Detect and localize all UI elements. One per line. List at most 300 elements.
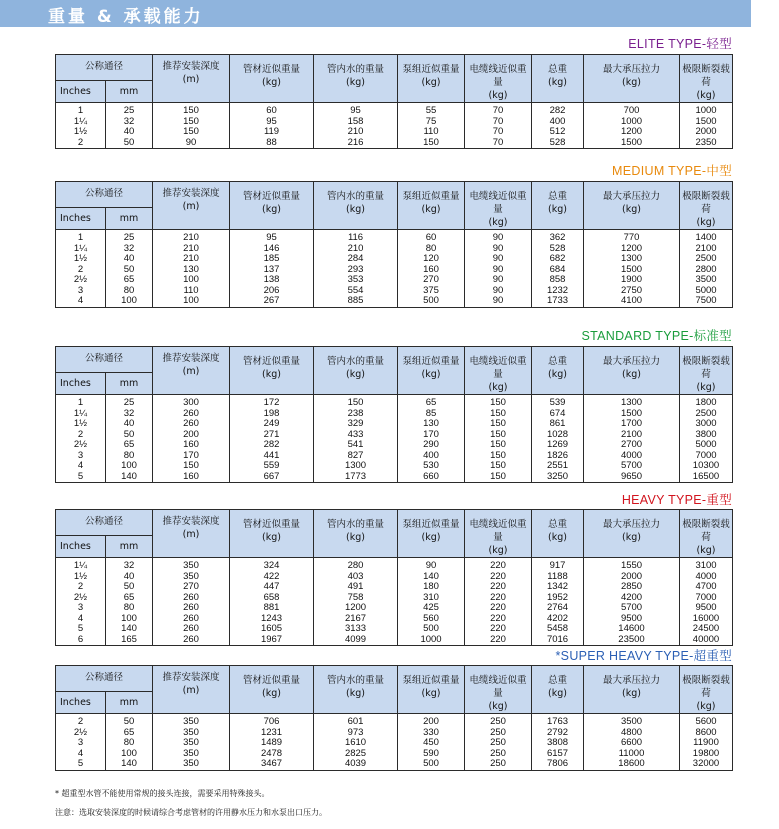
cable-weight-header: [465, 55, 532, 103]
inches-header: [56, 208, 106, 230]
section-header-bar: [0, 0, 751, 27]
cell-break-load: 1400: [680, 230, 733, 244]
cell-water-weight: 210: [314, 127, 398, 138]
cell-pump-weight: 375: [398, 286, 465, 297]
cell-pipe-weight: 60: [230, 103, 314, 117]
cell-water-weight: 601: [314, 714, 398, 728]
cell-inches: 3: [56, 451, 106, 462]
cell-depth: 150: [153, 117, 230, 128]
cable-weight-label: 电缆线近似重量: [469, 64, 527, 88]
cell-total-weight: 861: [532, 419, 584, 430]
cell-max-pressure: 11000: [584, 749, 680, 760]
cell-max-pressure: 4200: [584, 593, 680, 604]
break-load-header: [680, 347, 733, 395]
unit-label: (kg): [262, 532, 281, 543]
cell-inches: 6: [56, 635, 106, 646]
cell-total-weight: 1826: [532, 451, 584, 462]
cell-water-weight: 210: [314, 244, 398, 255]
water-weight-label: 管内水的重量: [327, 675, 385, 686]
cell-water-weight: 1610: [314, 738, 398, 749]
inches-label: Inches: [60, 86, 91, 98]
cell-inches: 1½: [56, 254, 106, 265]
total-weight-label: 总重: [548, 675, 568, 686]
cell-total-weight: 7016: [532, 635, 584, 646]
cell-pump-weight: 130: [398, 419, 465, 430]
pump-weight-label: 泵组近似重量: [402, 356, 460, 367]
cell-mm: 140: [106, 624, 153, 635]
cell-mm: 25: [106, 230, 153, 244]
unit-label: (kg): [262, 369, 281, 380]
depth-header: [153, 182, 230, 230]
cell-inches: 2½: [56, 440, 106, 451]
footnote-super-heavy: * 超重型水管不能使用常规的接头连接，需要采用特殊接头。: [55, 789, 270, 798]
cell-mm: 40: [106, 254, 153, 265]
cell-break-load: 8600: [680, 728, 733, 739]
cable-weight-header: [465, 666, 532, 714]
pipe-weight-header: [230, 347, 314, 395]
cell-pump-weight: 85: [398, 409, 465, 420]
cable-weight-header: [465, 510, 532, 558]
cell-max-pressure: 4100: [584, 296, 680, 307]
cell-inches: 5: [56, 759, 106, 770]
footnote-depth: 注意：选取安装深度的时候请综合考虑管材的许用静水压力和水泵出口压力。: [55, 808, 327, 817]
cell-total-weight: 512: [532, 127, 584, 138]
max-pressure-header: [584, 347, 680, 395]
cell-cable-weight: 70: [465, 103, 532, 117]
cell-pump-weight: 500: [398, 759, 465, 770]
cell-total-weight: 3808: [532, 738, 584, 749]
cell-mm: 25: [106, 103, 153, 117]
unit-label: (kg): [421, 369, 441, 380]
table-row: [56, 103, 733, 117]
cell-inches: 2: [56, 714, 106, 728]
cell-depth: 350: [153, 572, 230, 583]
cell-pipe-weight: 271: [230, 430, 314, 441]
cell-cable-weight: 90: [465, 265, 532, 276]
pipe-weight-label: 管材近似重量: [243, 356, 301, 367]
unit-label: (kg): [548, 532, 567, 543]
cell-depth: 150: [153, 461, 230, 472]
type-label: HEAVY TYPE-重型: [621, 493, 732, 507]
cell-pump-weight: 200: [398, 714, 465, 728]
depth-label: 推荐安装深度 (m): [162, 353, 220, 377]
unit-label: (kg): [346, 77, 365, 88]
cell-depth: 350: [153, 759, 230, 770]
cell-water-weight: 2825: [314, 749, 398, 760]
cell-max-pressure: 2750: [584, 286, 680, 297]
cell-cable-weight: 90: [465, 275, 532, 286]
cell-max-pressure: 770: [584, 230, 680, 244]
cable-weight-header: [465, 182, 532, 230]
cell-break-load: 24500: [680, 624, 733, 635]
total-weight-label: 总重: [548, 519, 568, 530]
cell-total-weight: 682: [532, 254, 584, 265]
cell-pipe-weight: 185: [230, 254, 314, 265]
table-row: [56, 472, 733, 483]
cell-inches: 1½: [56, 572, 106, 583]
cell-water-weight: 433: [314, 430, 398, 441]
inches-header: [56, 536, 106, 558]
cell-mm: 100: [106, 461, 153, 472]
cell-break-load: 2000: [680, 127, 733, 138]
cell-depth: 110: [153, 286, 230, 297]
cell-cable-weight: 220: [465, 614, 532, 625]
cell-depth: 350: [153, 738, 230, 749]
cell-water-weight: 827: [314, 451, 398, 462]
cell-water-weight: 4039: [314, 759, 398, 770]
unit-label: (kg): [548, 77, 567, 88]
nominal-header: [56, 510, 153, 536]
pipe-weight-label: 管材近似重量: [243, 675, 301, 686]
cell-mm: 50: [106, 714, 153, 728]
cell-inches: 2: [56, 582, 106, 593]
cell-pipe-weight: 172: [230, 395, 314, 409]
unit-label: (kg): [548, 369, 567, 380]
cell-max-pressure: 2700: [584, 440, 680, 451]
table-row: [56, 558, 733, 572]
cell-cable-weight: 250: [465, 738, 532, 749]
cell-break-load: 9500: [680, 603, 733, 614]
cell-mm: 40: [106, 572, 153, 583]
nominal-label: 公称通径: [85, 188, 124, 199]
cell-pipe-weight: 1489: [230, 738, 314, 749]
cell-break-load: 5600: [680, 714, 733, 728]
cell-max-pressure: 23500: [584, 635, 680, 646]
cell-pipe-weight: 206: [230, 286, 314, 297]
cell-total-weight: 2792: [532, 728, 584, 739]
cell-depth: 350: [153, 714, 230, 728]
type-label: MEDIUM TYPE-中型: [612, 164, 732, 178]
cell-mm: 65: [106, 593, 153, 604]
cell-pump-weight: 400: [398, 451, 465, 462]
cell-water-weight: 95: [314, 103, 398, 117]
table-row: [56, 395, 733, 409]
cell-max-pressure: 2100: [584, 430, 680, 441]
cell-inches: 3: [56, 286, 106, 297]
max-pressure-header: [584, 510, 680, 558]
cell-total-weight: 1952: [532, 593, 584, 604]
depth-label: 推荐安装深度 (m): [162, 61, 220, 85]
cell-pump-weight: 120: [398, 254, 465, 265]
cell-depth: 210: [153, 254, 230, 265]
table-row: [56, 738, 733, 749]
cell-cable-weight: 90: [465, 286, 532, 297]
table-row: [56, 759, 733, 770]
spec-table-block: [55, 346, 732, 483]
cell-water-weight: 1200: [314, 603, 398, 614]
unit-label: (kg): [548, 204, 567, 215]
cell-pump-weight: 425: [398, 603, 465, 614]
cell-inches: 2: [56, 138, 106, 149]
cell-break-load: 2100: [680, 244, 733, 255]
cell-depth: 100: [153, 296, 230, 307]
cell-water-weight: 116: [314, 230, 398, 244]
cell-max-pressure: 2000: [584, 572, 680, 583]
cell-inches: 1½: [56, 127, 106, 138]
depth-header: [153, 666, 230, 714]
pump-weight-header: [398, 347, 465, 395]
cell-max-pressure: 6600: [584, 738, 680, 749]
cell-max-pressure: 1200: [584, 244, 680, 255]
cell-break-load: 19800: [680, 749, 733, 760]
pump-weight-header: [398, 510, 465, 558]
cell-break-load: 3800: [680, 430, 733, 441]
cell-cable-weight: 250: [465, 714, 532, 728]
cell-break-load: 3100: [680, 558, 733, 572]
cell-depth: 130: [153, 265, 230, 276]
cell-max-pressure: 4800: [584, 728, 680, 739]
cell-depth: 350: [153, 558, 230, 572]
cell-mm: 100: [106, 749, 153, 760]
unit-label: (kg): [696, 382, 716, 393]
cell-cable-weight: 70: [465, 127, 532, 138]
cell-total-weight: 3250: [532, 472, 584, 483]
cell-mm: 25: [106, 395, 153, 409]
type-label: ELITE TYPE-轻型: [628, 37, 732, 51]
cell-cable-weight: 220: [465, 635, 532, 646]
cell-pump-weight: 140: [398, 572, 465, 583]
depth-label: 推荐安装深度 (m): [162, 516, 220, 540]
break-load-header: [680, 182, 733, 230]
cell-max-pressure: 4000: [584, 451, 680, 462]
cell-pump-weight: 90: [398, 558, 465, 572]
nominal-label: 公称通径: [85, 61, 124, 72]
cell-water-weight: 158: [314, 117, 398, 128]
cell-total-weight: 528: [532, 138, 584, 149]
unit-label: (kg): [488, 90, 508, 101]
cell-pump-weight: 290: [398, 440, 465, 451]
mm-label: mm: [119, 541, 139, 553]
cell-total-weight: 684: [532, 265, 584, 276]
max-pressure-header: [584, 666, 680, 714]
max-pressure-label: 最大承压拉力: [603, 64, 661, 75]
cell-water-weight: 353: [314, 275, 398, 286]
table-row: [56, 635, 733, 646]
pipe-weight-label: 管材近似重量: [243, 191, 301, 202]
cell-water-weight: 491: [314, 582, 398, 593]
table-row: [56, 296, 733, 307]
cell-cable-weight: 90: [465, 244, 532, 255]
cell-pipe-weight: 1967: [230, 635, 314, 646]
cell-water-weight: 150: [314, 395, 398, 409]
cell-pipe-weight: 2478: [230, 749, 314, 760]
cell-break-load: 32000: [680, 759, 733, 770]
cell-water-weight: 554: [314, 286, 398, 297]
cell-max-pressure: 1500: [584, 265, 680, 276]
pump-weight-label: 泵组近似重量: [402, 191, 460, 202]
cell-mm: 50: [106, 430, 153, 441]
table-row: [56, 582, 733, 593]
cell-total-weight: 1232: [532, 286, 584, 297]
cell-cable-weight: 150: [465, 440, 532, 451]
cell-mm: 40: [106, 127, 153, 138]
cell-pump-weight: 330: [398, 728, 465, 739]
cell-cable-weight: 150: [465, 461, 532, 472]
unit-label: (kg): [622, 369, 641, 380]
cell-mm: 80: [106, 603, 153, 614]
cell-pipe-weight: 198: [230, 409, 314, 420]
cell-max-pressure: 1500: [584, 409, 680, 420]
cell-pump-weight: 170: [398, 430, 465, 441]
cell-pump-weight: 500: [398, 624, 465, 635]
cell-break-load: 1000: [680, 103, 733, 117]
cell-inches: 4: [56, 749, 106, 760]
cell-pump-weight: 530: [398, 461, 465, 472]
cell-mm: 65: [106, 275, 153, 286]
header-row: [56, 55, 733, 81]
unit-label: (kg): [488, 545, 508, 556]
unit-label: (kg): [262, 688, 281, 699]
cell-break-load: 4000: [680, 572, 733, 583]
cell-max-pressure: 700: [584, 103, 680, 117]
cell-total-weight: 6157: [532, 749, 584, 760]
cell-pump-weight: 65: [398, 395, 465, 409]
cell-max-pressure: 5700: [584, 603, 680, 614]
unit-label: (kg): [488, 382, 508, 393]
cell-inches: 1¼: [56, 117, 106, 128]
cell-break-load: 11900: [680, 738, 733, 749]
header-row: [56, 182, 733, 208]
cell-break-load: 2500: [680, 254, 733, 265]
cell-pipe-weight: 137: [230, 265, 314, 276]
total-weight-header: [532, 666, 584, 714]
cell-depth: 260: [153, 614, 230, 625]
water-weight-header: [314, 182, 398, 230]
cell-cable-weight: 220: [465, 572, 532, 583]
unit-label: (kg): [622, 204, 641, 215]
cell-pump-weight: 560: [398, 614, 465, 625]
cell-water-weight: 4099: [314, 635, 398, 646]
pump-weight-label: 泵组近似重量: [402, 64, 460, 75]
water-weight-label: 管内水的重量: [327, 519, 385, 530]
cell-water-weight: 238: [314, 409, 398, 420]
cell-inches: 4: [56, 614, 106, 625]
cell-depth: 260: [153, 409, 230, 420]
cell-pump-weight: 660: [398, 472, 465, 483]
cell-pipe-weight: 3467: [230, 759, 314, 770]
cell-mm: 100: [106, 614, 153, 625]
cell-depth: 260: [153, 593, 230, 604]
unit-label: (kg): [696, 217, 716, 228]
max-pressure-header: [584, 55, 680, 103]
cell-max-pressure: 3500: [584, 714, 680, 728]
cable-weight-label: 电缆线近似重量: [469, 519, 527, 543]
unit-label: (kg): [421, 532, 441, 543]
cell-pipe-weight: 95: [230, 117, 314, 128]
total-weight-label: 总重: [548, 356, 568, 367]
cell-total-weight: 282: [532, 103, 584, 117]
cell-water-weight: 280: [314, 558, 398, 572]
cell-cable-weight: 150: [465, 409, 532, 420]
unit-label: (kg): [696, 90, 716, 101]
water-weight-header: [314, 666, 398, 714]
total-weight-header: [532, 347, 584, 395]
cell-pump-weight: 55: [398, 103, 465, 117]
cell-pump-weight: 110: [398, 127, 465, 138]
cell-total-weight: 1269: [532, 440, 584, 451]
cell-water-weight: 403: [314, 572, 398, 583]
table-row: [56, 440, 733, 451]
cell-pipe-weight: 881: [230, 603, 314, 614]
spec-table-block: [55, 509, 732, 646]
cell-break-load: 7000: [680, 593, 733, 604]
water-weight-header: [314, 55, 398, 103]
cell-depth: 150: [153, 127, 230, 138]
pipe-weight-label: 管材近似重量: [243, 64, 301, 75]
cell-mm: 40: [106, 419, 153, 430]
cell-max-pressure: 1550: [584, 558, 680, 572]
cell-inches: 5: [56, 472, 106, 483]
cell-cable-weight: 250: [465, 728, 532, 739]
cell-inches: 1½: [56, 419, 106, 430]
cell-water-weight: 541: [314, 440, 398, 451]
cell-inches: 1: [56, 395, 106, 409]
cell-break-load: 2350: [680, 138, 733, 149]
cell-cable-weight: 150: [465, 419, 532, 430]
cell-break-load: 16000: [680, 614, 733, 625]
depth-header: [153, 510, 230, 558]
cell-inches: 2½: [56, 728, 106, 739]
unit-label: (kg): [262, 204, 281, 215]
cell-depth: 100: [153, 275, 230, 286]
nominal-header: [56, 666, 153, 692]
cell-pipe-weight: 324: [230, 558, 314, 572]
cell-pump-weight: 80: [398, 244, 465, 255]
nominal-header: [56, 182, 153, 208]
total-weight-header: [532, 55, 584, 103]
cell-mm: 100: [106, 296, 153, 307]
cell-inches: 2½: [56, 593, 106, 604]
unit-label: (kg): [421, 688, 441, 699]
header-row: [56, 666, 733, 692]
table-row: [56, 714, 733, 728]
cell-inches: 2: [56, 430, 106, 441]
total-weight-label: 总重: [548, 64, 568, 75]
cell-mm: 80: [106, 738, 153, 749]
cell-mm: 165: [106, 635, 153, 646]
cell-break-load: 1500: [680, 117, 733, 128]
cell-total-weight: 858: [532, 275, 584, 286]
table-row: [56, 624, 733, 635]
cell-total-weight: 539: [532, 395, 584, 409]
cell-cable-weight: 90: [465, 254, 532, 265]
cell-total-weight: 674: [532, 409, 584, 420]
cell-depth: 200: [153, 430, 230, 441]
cell-pipe-weight: 138: [230, 275, 314, 286]
cell-break-load: 4700: [680, 582, 733, 593]
cell-cable-weight: 90: [465, 296, 532, 307]
cable-weight-label: 电缆线近似重量: [469, 191, 527, 215]
cell-cable-weight: 150: [465, 451, 532, 462]
water-weight-header: [314, 347, 398, 395]
unit-label: (kg): [488, 701, 508, 712]
cell-break-load: 7000: [680, 451, 733, 462]
pump-weight-label: 泵组近似重量: [402, 675, 460, 686]
break-load-label: 极限断裂载荷: [682, 356, 730, 380]
cell-max-pressure: 18600: [584, 759, 680, 770]
max-pressure-label: 最大承压拉力: [603, 191, 661, 202]
inches-header: [56, 81, 106, 103]
pipe-weight-label: 管材近似重量: [243, 519, 301, 530]
cell-mm: 32: [106, 244, 153, 255]
max-pressure-label: 最大承压拉力: [603, 519, 661, 530]
cell-total-weight: 5458: [532, 624, 584, 635]
unit-label: (kg): [346, 369, 365, 380]
cell-water-weight: 216: [314, 138, 398, 149]
unit-label: (kg): [346, 532, 365, 543]
water-weight-label: 管内水的重量: [327, 64, 385, 75]
cell-max-pressure: 9650: [584, 472, 680, 483]
